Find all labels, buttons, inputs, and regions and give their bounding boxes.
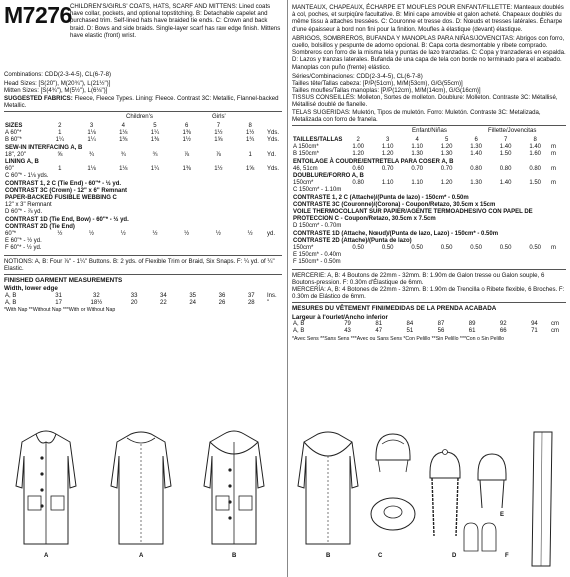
tissus-fr: TISSUS CONSEILLÉS: Molleton, Sortes de molleton. Doublure: Molleton. Contraste 3C: Métallisé, Métallisé doublé de flanelle. (292, 94, 558, 109)
finished-measurements-title-en: FINISHED GARMENT MEASUREMENTS (4, 276, 123, 284)
yardage-value: 1 (58, 166, 62, 173)
section-heading: DOUBLURE/FORRO A, B (293, 173, 364, 180)
merceria-es: MERCERÍA: A, B: 4 Botones de 22mm - 32mm. B: 1.90m de Trencilla o Ribete flexible, 6 Broches. F: 0.30m de Elástico de 6mm. (292, 286, 565, 301)
yardage-value: 1½ (182, 137, 191, 144)
sizes-label: TAILLES/TALLAS (293, 137, 343, 143)
garment-illustrations (0, 426, 570, 577)
yardage-value: 0.50 (529, 245, 542, 252)
unit-label: m (551, 165, 556, 172)
measurement-value: 61 (468, 328, 476, 335)
coat-a-back-drawing (105, 426, 177, 551)
yardage-value: 1 (58, 130, 62, 137)
measurement-value: 33 (130, 292, 138, 299)
yardage-value: ½ (152, 230, 158, 237)
yardage-value: 0.50 (352, 245, 365, 252)
combinations-en: Combinations: CDD(2-3-4-5), CL(6-7-8) (4, 71, 112, 78)
yardage-value: ¾ (152, 151, 158, 158)
yardage-value: 0.50 (499, 245, 512, 252)
yardage-value: 1.10 (411, 144, 423, 151)
yardage-value: 1.10 (381, 180, 394, 187)
mercerie-fr: MERCERIE: A, B: 4 Boutons de 22mm - 32mm. B: 1.90m de Galon tresse ou Galon souple, 6 Boutons-pression. F: 0.30m d'Élastique de 6mm. (292, 271, 545, 286)
yardage-row (4, 152, 282, 159)
size-cell: 4 (121, 122, 125, 129)
yardage-value: 0.70 (411, 165, 423, 172)
yardage-value: 0.80 (470, 165, 482, 172)
nap-note-fr-es: *Avec Sens **Sans Sens ***Avec ou Sans Sens *Con Pelillo **Sin Pelillo ***Con o Sin Pelillo (292, 335, 505, 342)
section-heading-row (4, 188, 282, 195)
group-enfant: Enfant/Niñas (412, 127, 447, 134)
finished-row (292, 328, 566, 335)
yardage-value: ½ (120, 230, 126, 237)
section-heading-row (4, 159, 282, 166)
yardage-row (292, 166, 566, 173)
row-label: A 60"* (5, 130, 22, 137)
yardage-value: 1⅝ (245, 166, 255, 173)
measurement-value: 20 (130, 300, 138, 307)
text-row (4, 209, 282, 216)
yardage-value: 1.50 (499, 151, 512, 158)
size-cell: 5 (444, 137, 449, 143)
row-label: 46, 51cm (293, 165, 318, 172)
section-heading: CONTRASTE 3C (Couronne)/(Corona) - Coupon/Retazo, 30.5cm x 15cm (293, 201, 496, 208)
section-heading-row (292, 238, 566, 245)
measurement-value: 32 (93, 292, 100, 299)
yardage-value: 1⅜ (119, 137, 128, 144)
unit-label: cm (551, 328, 559, 335)
head-sizes-fr-es: Tailles tête/Tallas cabeza: [P/P(51cm), M/M(53cm), G/G(55cm)] (292, 79, 463, 87)
yardage-value: ½ (215, 230, 221, 237)
yardage-value: 1.10 (411, 180, 423, 187)
row-label: A 150cm* (293, 144, 319, 151)
measurement-value: 56 (437, 328, 445, 335)
yardage-text: C 150cm* - 1.10m (293, 187, 342, 194)
yardage-text: 12" x 3" Remnant (5, 202, 52, 209)
head-sizes-en: Head Sizes: [S(20"), M(20¾"), L(21½")] (4, 80, 111, 88)
text-row (4, 202, 282, 209)
row-label: A, B (293, 321, 305, 328)
yardage-value: ⅞ (184, 151, 190, 158)
yardage-value: 0.70 (440, 165, 453, 172)
yardage-value: 1⅜ (182, 166, 191, 173)
measurement-value: 34 (160, 292, 167, 299)
yardage-text: E 60"* - ½ yd. (5, 238, 42, 245)
unit-label: yd. (267, 230, 276, 237)
yardage-table-fr-es (292, 137, 566, 267)
mitten-sizes-en: Mitten Sizes: [S(4¾"), M(5½"), L(6⅛")] (4, 87, 108, 95)
yardage-value: 1½ (245, 130, 255, 137)
yardage-row (292, 151, 566, 158)
view-label-f: F (505, 553, 509, 559)
description-en: CHILDREN'S/GIRLS' COATS, HATS, SCARF AND MITTENS: Lined coats have collar, pockets, and optional topstitching. B: Detachable capelet and purchased trim. Self-lined hats have braided tie ends. C: Crown and back braid. D: Bows and side braids. Single-layer scarf has raw edge finish. Mittens have elastic (front) wrist. (70, 3, 281, 39)
yardage-value: 1.30 (440, 151, 453, 158)
yardage-value: 1¼ (150, 166, 160, 173)
measurement-value: 71 (531, 328, 538, 335)
description-fr: MANTEAUX, CHAPEAUX, ÉCHARPE ET MOUFLES POUR ENFANT/FILLETTE: Manteaux doublés à col, poches, et surpiqûre facultative. B: Mini cape amovible et galon acheté. Chapeaux doublés du même tissu à attaches tressées. C: Couronne et tresse dos. D: Nœuds et tresses latérales. Écharpe d'une épaisseur à bord non fini pour la finition. Moufles à élastique (devant) élastique. (292, 4, 564, 33)
unit-label: " (267, 300, 270, 307)
yardage-value: 1¾ (245, 137, 255, 144)
coat-b-back-drawing (290, 426, 366, 551)
view-label-a-1: A (44, 553, 49, 559)
yardage-text: C 60"* - 1⅛ yds. (5, 173, 49, 180)
measurement-value: 66 (499, 328, 507, 335)
hat-c-drawing (368, 426, 418, 486)
yardage-value: 1¼ (150, 130, 160, 137)
width-label-en: Width, lower edge (4, 285, 58, 293)
row-label: A, B (5, 292, 17, 299)
measurement-value: 94 (531, 321, 538, 328)
yardage-value: 1.60 (529, 151, 542, 158)
measurement-value: 51 (406, 328, 414, 335)
view-label-c: C (378, 553, 383, 559)
measurement-value: 28 (247, 300, 255, 307)
section-heading-row (292, 231, 566, 238)
section-heading-row (4, 217, 282, 224)
yardage-value: 0.50 (411, 245, 423, 252)
yardage-value: 1.20 (440, 144, 453, 151)
yardage-table-en (4, 123, 282, 253)
yardage-value: 0.50 (381, 245, 394, 252)
pattern-number: M7276 (4, 2, 72, 28)
view-label-d: D (452, 553, 457, 559)
unit-label: m (551, 151, 556, 158)
unit-label: m (551, 245, 556, 252)
text-row (4, 238, 282, 245)
nap-note-en: *With Nap **Without Nap ***With or Without Nap (4, 307, 116, 314)
row-label: 150cm* (293, 180, 314, 187)
unit-label: Ins. (267, 292, 277, 299)
measurement-value: 18½ (90, 300, 103, 307)
coat-a-front-drawing (10, 426, 82, 551)
yardage-value: 1⅛ (119, 166, 128, 173)
unit-label: m (551, 180, 556, 187)
unit-label: Yds. (267, 130, 280, 137)
row-label: A, B (5, 300, 17, 307)
width-label-fr-es: Largeur à l'ourlet/Ancho inferior (292, 313, 388, 321)
yardage-value: ½ (247, 230, 253, 237)
section-heading: LINING A, B (5, 158, 39, 165)
yardage-value: ⅝ (57, 151, 63, 158)
yardage-value: ⅞ (215, 151, 221, 158)
description-es: ABRIGOS, SOMBREROS, BUFANDA Y MANOPLAS PARA NIÑAS/JOVENCITAS: Abrigos con forro, cuello, bolsillos y pespunte de adorno opcional. B: Capa corta desmontable y ribete comprado. Sombreros con forro de la misma tela y puntas de lazo tranzadas. C: Copa y tranzaderas en espalda. D: Lazos y tranzas laterales. Bufanda de una capa de tela con borde no terminado para el acabado. Manoplas con puño (frente) elástico. (292, 34, 566, 71)
text-row (292, 187, 566, 194)
yardage-value: 1.20 (440, 180, 453, 187)
measurement-value: 26 (218, 300, 226, 307)
text-row (4, 245, 282, 252)
section-heading: CONTRAST 1D (Tie End, Bow) - 60"* - ½ yd. (5, 216, 129, 223)
row-label: 18", 20" (5, 151, 26, 158)
section-heading-row (4, 145, 282, 152)
yardage-value: ¾ (89, 151, 95, 158)
mittens-f-drawing (460, 521, 500, 561)
measurement-value: 17 (55, 300, 62, 307)
mitten-sizes-fr-es: Tailles moufles/Tallas manoplas: [P/P(12cm), M/M(14cm), G/G(16cm)] (292, 87, 481, 95)
row-label: 60"* (5, 230, 17, 237)
yardage-value: 1.20 (352, 151, 365, 158)
view-label-b-2: B (326, 553, 331, 559)
size-cell: 8 (533, 137, 537, 143)
yardage-value: 1.10 (381, 144, 394, 151)
section-heading: PAPER-BACKED FUSIBLE WEBBING C (5, 194, 117, 201)
section-heading: CONTRAST 3C (Crown) - 12" x 6" Remnant (5, 187, 128, 194)
yardage-row (292, 180, 566, 187)
unit-label: Yds. (267, 166, 280, 173)
section-heading-row (292, 202, 566, 209)
row-label: B 60"* (5, 137, 22, 144)
text-row (4, 173, 282, 180)
unit-label: Yds. (267, 137, 280, 144)
group-girls: Girls' (212, 112, 226, 120)
notions-en: NOTIONS: A, B: Four ⅞" - 1¼" Buttons. B: 2 yds. of Flexible Trim or Braid, Six Snaps. F: ¼ yd. of ¼" Elastic. (4, 257, 275, 272)
yardage-value: 0.70 (381, 165, 394, 172)
coat-b-front-drawing (196, 426, 272, 551)
yardage-value: 1.40 (499, 180, 512, 187)
size-cell: 3 (386, 137, 390, 143)
section-heading: ENTOILAGE À COUDRE/ENTRETELA PARA COSER A, B (293, 158, 454, 165)
size-cell: 2 (356, 137, 360, 143)
measurement-value: 92 (499, 321, 507, 328)
section-heading-row (292, 173, 566, 180)
yardage-text: F 60"* - ½ yd. (5, 245, 42, 252)
size-cell: 8 (248, 122, 252, 129)
yardage-value: 1⅜ (182, 130, 191, 137)
yardage-value: 1.30 (470, 144, 482, 151)
section-heading-row (292, 159, 566, 166)
scarf-drawing (520, 426, 566, 574)
yardage-value: 1⅜ (150, 137, 160, 144)
view-label-e: E (500, 512, 505, 518)
section-heading: CONTRAST 1, 2 C (Tie End) - 60"* - ½ yd. (5, 180, 122, 187)
yardage-value: 1.00 (352, 144, 365, 151)
finished-measurements-title-fr-es: MESURES DU VÊTEMENT FINI/MEDIDAS DE LA PRENDA ACABADA (292, 305, 497, 313)
text-row (292, 223, 566, 230)
measurement-value: 47 (375, 328, 383, 335)
finished-row (4, 300, 282, 307)
yardage-value: 1.20 (381, 151, 394, 158)
yardage-row (292, 245, 566, 252)
measurement-value: 43 (344, 328, 351, 335)
size-cell: 2 (58, 122, 62, 129)
yardage-text: F 150cm* - 0.50m (293, 259, 341, 266)
yardage-value: 0.80 (352, 180, 365, 187)
yardage-value: 1¼ (55, 137, 65, 144)
section-heading-row (292, 195, 566, 202)
yardage-text: E 150cm* - 0.40m (293, 252, 342, 259)
yardage-value: 0.80 (499, 165, 512, 172)
finished-table-en (4, 293, 282, 307)
unit-label: m (551, 144, 556, 151)
text-row (292, 252, 566, 259)
yardage-value: 1⅛ (87, 166, 96, 173)
yardage-text: D 60"* - ⅞ yd. (5, 209, 43, 216)
yardage-text: D 150cm* - 0.70m (293, 223, 342, 230)
section-heading-row (4, 224, 282, 231)
yardage-value: 1⅛ (119, 130, 128, 137)
yardage-value: 0.60 (352, 165, 365, 172)
yardage-value: 1⅝ (214, 137, 223, 144)
view-label-b-1: B (232, 553, 237, 559)
yardage-value: 0.50 (440, 245, 453, 252)
section-heading: VOILE THERMOCOLLANT SUR PAPIER/AGENTE TERMOADHESIVO CON PAPEL DE PROTECCION C - Coupon/Retazo, 30.5cm x 7.5cm (293, 209, 533, 223)
measurement-value: 22 (160, 300, 167, 307)
yardage-value: ¾ (120, 151, 126, 158)
size-group-header-fr-es (292, 125, 566, 147)
measurement-value: 35 (189, 292, 197, 299)
yardage-value: ½ (89, 230, 95, 237)
finished-row (292, 321, 566, 328)
measurement-value: 84 (406, 321, 414, 328)
yardage-value: ½ (57, 230, 63, 237)
yardage-value: 1.30 (470, 180, 482, 187)
yardage-value: 1.40 (529, 144, 542, 151)
finished-table-fr-es (292, 321, 566, 335)
size-cell: 6 (184, 122, 189, 129)
suggested-fabrics-en: SUGGESTED FABRICS: Fleece, Fleece Types. Lining: Fleece. Contrast 3C: Metallic, Flannel-backed Metallic. (4, 94, 279, 109)
finished-row (4, 293, 282, 300)
combinations-fr-es: Séries/Combinaciones: CDD(2-3-4-5), CL(6-7-8) (292, 72, 423, 80)
sizes-label: SIZES (5, 122, 23, 129)
unit-label: Yd. (267, 151, 277, 158)
group-fillette: Fillette/Jovencitas (488, 127, 537, 134)
hat-e-drawing (470, 448, 514, 518)
telas-es: TELAS SUGERIDAS: Muletón, Tipos de muletón. Forro: Muletón. Contraste 3C: Metalizada, Metalizada con forro de franela. (292, 108, 541, 123)
row-label: 150cm* (293, 245, 314, 252)
yardage-value: 1¼ (87, 137, 96, 144)
measurement-value: 36 (218, 292, 226, 299)
yardage-value: 1½ (214, 166, 223, 173)
size-cell: 6 (474, 137, 478, 143)
group-childrens: Children's (126, 112, 153, 120)
text-row (292, 259, 566, 266)
row-label: B 150cm* (293, 151, 320, 158)
section-heading-row (292, 209, 566, 223)
size-group-header-en (4, 111, 282, 133)
capelet-b-drawing (368, 484, 418, 544)
measurement-value: 31 (55, 292, 62, 299)
row-label: A, B (293, 328, 305, 335)
section-heading: CONTRASTE 1D (Attache, Nœud)/(Punta de lazo, Lazo) - 150cm* - 0.50m (293, 230, 499, 237)
yardage-row (4, 166, 282, 173)
section-heading-row (4, 195, 282, 202)
size-cell: 7 (216, 122, 221, 129)
measurement-value: 24 (189, 300, 197, 307)
yardage-value: 1 (248, 151, 252, 158)
section-heading: CONTRASTE 1, 2 C (Attache)/(Punta de lazo) - 150cm* - 0.50m (293, 194, 469, 201)
yardage-value: 1⅛ (87, 130, 96, 137)
measurement-value: 87 (437, 321, 445, 328)
measurement-value: 37 (247, 292, 255, 299)
section-heading: SEW-IN INTERFACING A, B (5, 144, 83, 151)
measurement-value: 81 (375, 321, 383, 328)
yardage-value: 0.50 (470, 245, 482, 252)
yardage-row (4, 137, 282, 144)
unit-label: cm (551, 321, 559, 328)
measurement-value: 79 (344, 321, 351, 328)
yardage-value: 1.30 (411, 151, 423, 158)
yardage-row (4, 231, 282, 238)
size-cell: 3 (89, 122, 94, 129)
size-cell: 5 (153, 122, 157, 129)
yardage-value: 1.40 (470, 151, 482, 158)
size-cell: 4 (415, 137, 419, 143)
yardage-value: ½ (184, 230, 190, 237)
section-heading-row (4, 181, 282, 188)
yardage-value: 1.50 (529, 180, 542, 187)
yardage-value: 1.40 (499, 144, 512, 151)
section-heading: CONTRASTE 2D (Attache)/(Punta de lazo) (293, 237, 412, 244)
yardage-value: 1½ (214, 130, 223, 137)
row-label: 60" (5, 166, 14, 173)
yardage-value: 0.80 (529, 165, 542, 172)
section-heading: CONTRAST 2D (Tie End) (5, 223, 75, 230)
measurement-value: 89 (468, 321, 476, 328)
size-cell: 7 (503, 137, 508, 143)
view-label-a-2: A (139, 553, 144, 559)
